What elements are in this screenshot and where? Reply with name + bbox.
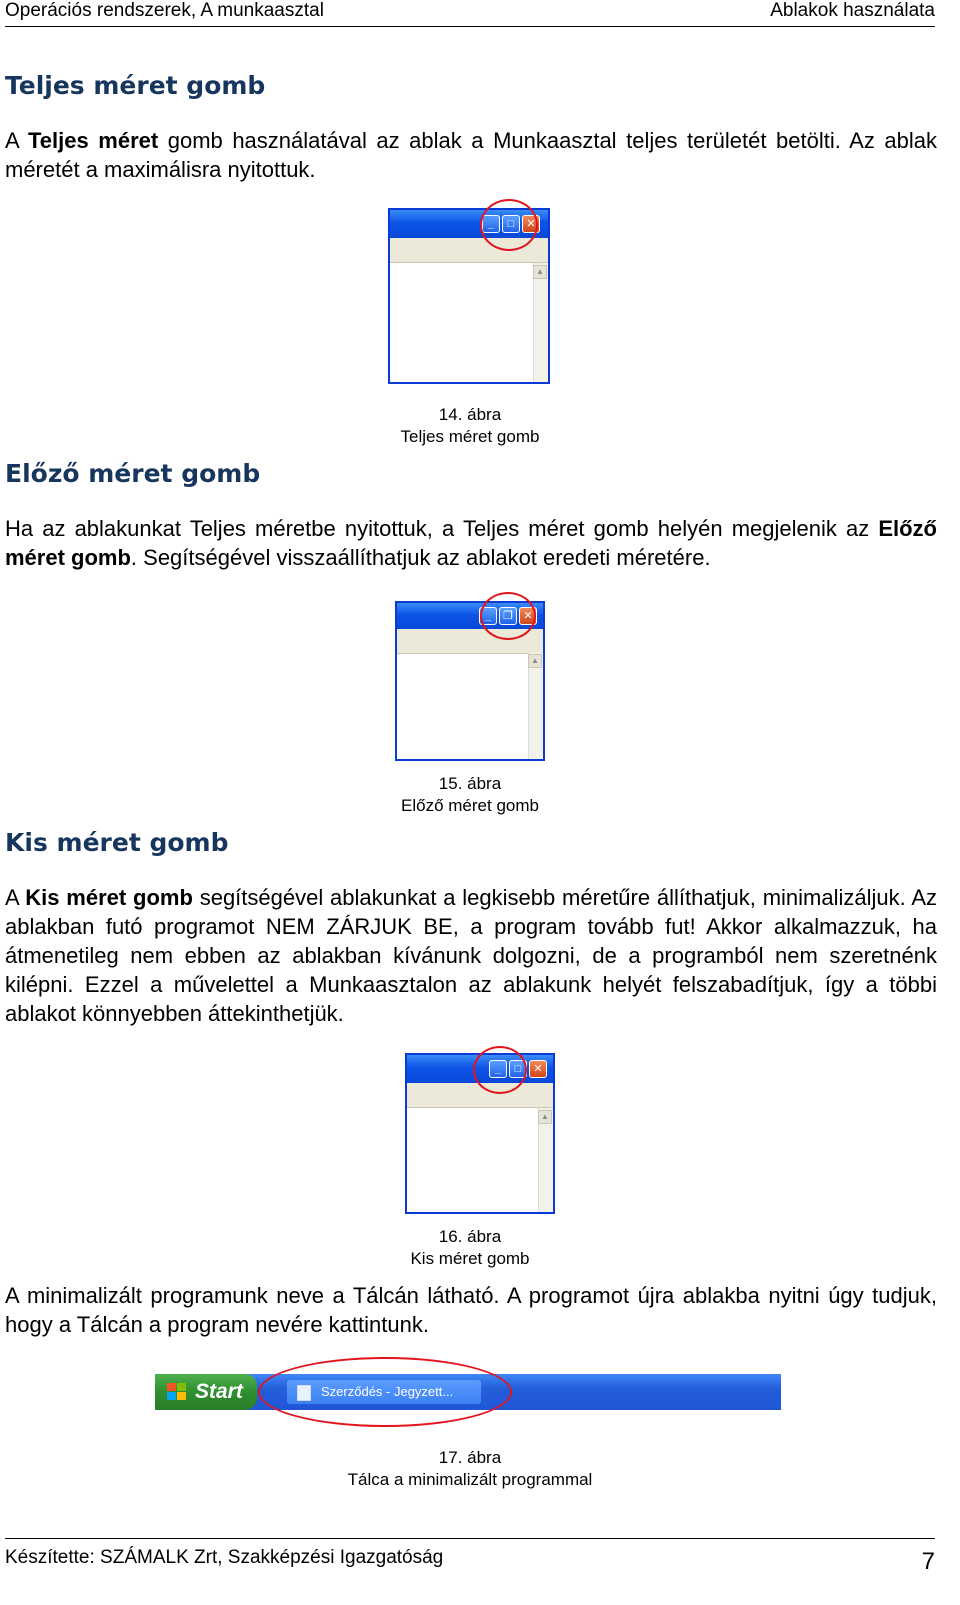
figure-14-caption: 14. ábra Teljes méret gomb <box>400 405 540 446</box>
minimize-icon: _ <box>482 215 500 233</box>
footer-left: Készítette: SZÁMALK Zrt, Szakképzési Igazgatóság <box>5 1547 444 1568</box>
page-header <box>5 0 935 27</box>
highlight-ring-restore <box>480 592 536 640</box>
start-button: Start <box>155 1374 257 1410</box>
header-left: Operációs rendszerek, A munkaasztal <box>5 0 324 21</box>
maximize-icon: □ <box>502 215 520 233</box>
close-icon: ✕ <box>522 215 540 233</box>
close-icon: ✕ <box>519 607 537 625</box>
highlight-ring-taskbar <box>258 1357 512 1427</box>
paragraph-kis-meret: A Kis méret gomb segítségével ablakunkat a legkisebb méretűre állíthatjuk, minimalizáljuk. Az ablakban futó programot NEM ZÁRJUK BE, a program tovább fut! Akkor alkalmazzuk, ha átmenetileg nem ebben az ablakban kívánunk dolgozni, de a programból nem szeretnénk kilépni. Ezzel a művelettel a Munkaasztalon az ablakunk helyét felszabadítjuk, így a többi ablakot könnyebben áttekinthetjük. <box>5 885 937 1026</box>
header-right: Ablakok használata <box>770 0 935 21</box>
page-footer <box>5 1538 935 1575</box>
scroll-up-icon: ▲ <box>533 265 547 279</box>
page-number: 7 <box>921 1548 935 1575</box>
figure-17-caption: 17. ábra Tálca a minimalizált programmal <box>347 1448 593 1489</box>
windows-flag-icon <box>167 1383 187 1401</box>
maximize-icon: □ <box>509 1060 527 1078</box>
heading-kis-meret: Kis méret gomb <box>5 828 229 857</box>
scrollbar <box>528 653 543 759</box>
heading-teljes-meret: Teljes méret gomb <box>5 71 266 100</box>
heading-elozo-meret: Előző méret gomb <box>5 459 261 488</box>
paragraph-teljes-meret: A Teljes méret gomb használatával az ablak a Munkaasztal teljes területét betölti. Az ablak méretét a maximálisra nyitottuk. <box>5 128 937 182</box>
scroll-up-icon: ▲ <box>528 654 542 668</box>
taskbar-program-button: Szerződés - Jegyzett... <box>287 1380 481 1404</box>
figure-15-caption: 15. ábra Előző méret gomb <box>401 774 539 815</box>
scrollbar <box>533 263 548 382</box>
paragraph-talca: A minimalizált programunk neve a Tálcán látható. A programot újra ablakba nyitni úgy tudjuk, hogy a Tálcán a program nevére kattintunk. <box>5 1283 937 1337</box>
paragraph-elozo-meret: Ha az ablakunkat Teljes méretbe nyitottuk, a Teljes méret gomb helyén megjelenik az Előző méret gomb. Segítségével visszaállíthatjuk az ablakot eredeti méretére. <box>5 516 937 570</box>
minimize-icon: _ <box>479 607 497 625</box>
scroll-up-icon: ▲ <box>538 1110 552 1124</box>
highlight-ring-maximize <box>480 199 538 251</box>
close-icon: ✕ <box>529 1060 547 1078</box>
figure-16-caption: 16. ábra Kis méret gomb <box>410 1227 530 1268</box>
highlight-ring-minimize <box>473 1046 527 1094</box>
minimize-icon: _ <box>489 1060 507 1078</box>
restore-icon: ❐ <box>499 607 517 625</box>
